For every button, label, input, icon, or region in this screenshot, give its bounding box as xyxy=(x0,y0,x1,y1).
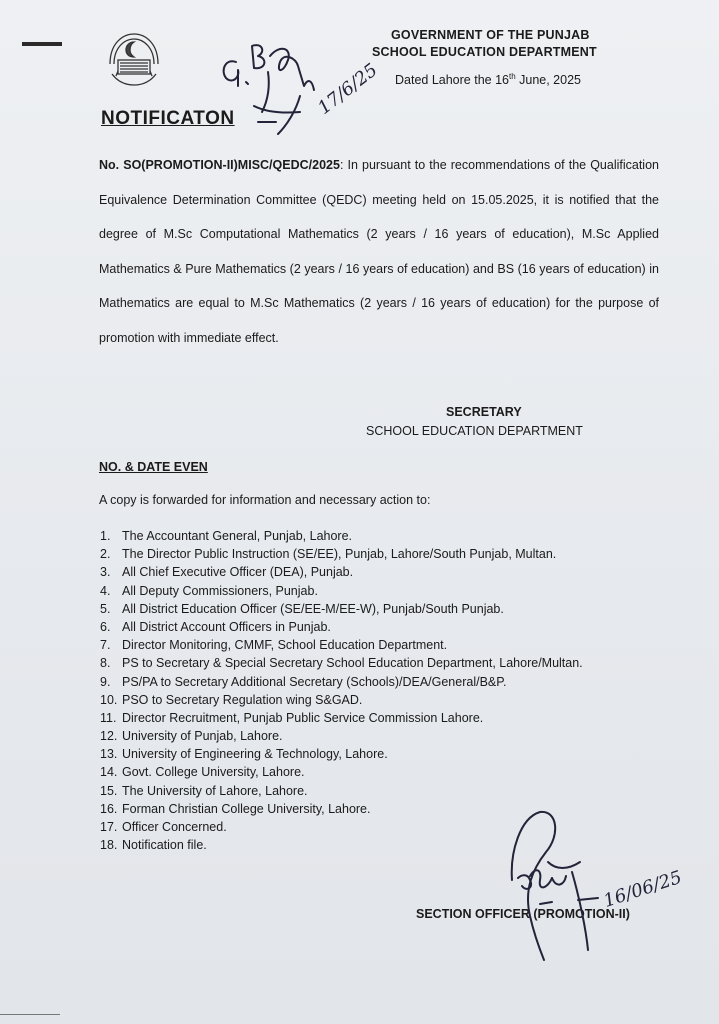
list-item: 16. Forman Christian College University, Lahore. xyxy=(100,801,371,816)
list-item: 1. The Accountant General, Punjab, Lahore. xyxy=(100,529,353,543)
reference-number: No. SO(PROMOTION-II)MISC/QEDC/2025 xyxy=(99,158,340,172)
handwritten-date-top xyxy=(314,60,382,119)
handwritten-date-bottom xyxy=(601,867,684,912)
svg-text:17/6/25: 17/6/25 xyxy=(314,59,382,119)
list-item: 5. All District Education Officer (SE/EE-M/EE-W), Punjab/South Punjab. xyxy=(100,601,504,616)
list-item: 12. University of Punjab, Lahore. xyxy=(100,729,283,744)
list-item: 9. PS/PA to Secretary Additional Secretary (Schools)/DEA/General/B&P. xyxy=(100,674,507,689)
list-item: 14. Govt. College University, Lahore. xyxy=(100,765,305,780)
notification-title: NOTIFICATON xyxy=(101,108,235,129)
punjab-emblem-icon xyxy=(104,30,164,88)
dated-line: Dated Lahore the 16th June, 2025 xyxy=(395,72,581,88)
list-item: 6. All District Account Officers in Punjab. xyxy=(100,619,331,634)
list-item: 13. University of Engineering & Technology, Lahore. xyxy=(100,747,388,762)
svg-text:16/06/25: 16/06/25 xyxy=(601,866,685,912)
distribution-list xyxy=(100,527,583,854)
department-heading: SCHOOL EDUCATION DEPARTMENT xyxy=(372,45,597,59)
edge-mark xyxy=(713,30,719,70)
government-heading: GOVERNMENT OF THE PUNJAB xyxy=(391,28,590,42)
list-item: 18. Notification file. xyxy=(100,838,207,853)
list-item: 2. The Director Public Instruction (SE/EE), Punjab, Lahore/South Punjab, Multan. xyxy=(100,547,557,562)
list-item: 7. Director Monitoring, CMMF, School Education Department. xyxy=(100,638,448,653)
even-heading: NO. & DATE EVEN xyxy=(99,460,208,474)
list-item: 10. PSO to Secretary Regulation wing S&GAD. xyxy=(100,692,363,707)
section-officer-title: SECTION OFFICER (PROMOTION-II) xyxy=(416,907,630,921)
secretary-department: SCHOOL EDUCATION DEPARTMENT xyxy=(366,424,583,438)
list-item: 8. PS to Secretary & Special Secretary School Education Department, Lahore/Multan. xyxy=(100,656,583,671)
list-item: 15. The University of Lahore, Lahore. xyxy=(100,783,308,798)
list-item: 11. Director Recruitment, Punjab Public Service Commission Lahore. xyxy=(100,710,484,725)
list-item: 3. All Chief Executive Officer (DEA), Punjab. xyxy=(100,565,354,580)
margin-dash xyxy=(22,42,62,46)
secretary-title: SECRETARY xyxy=(446,405,522,419)
list-item: 17. Officer Concerned. xyxy=(100,820,227,834)
bottom-edge-line xyxy=(0,1014,60,1015)
body-text: : In pursuant to the recommendations of the Qualification Equivalence Determination Committee (QEDC) meeting held on 15.05.2025, it is notified that the degree of M.Sc Computational Mathematics (2 years / 16 years of education), M.Sc Applied Mathematics & Pure Mathematics (2 years / 16 years of education) and BS (16 years of education) in Mathematics are equal to M.Sc Mathematics (2 years / 16 years of education) for the purpose of promotion with immediate effect. xyxy=(99,158,659,345)
copy-forwarded-text: A copy is forwarded for information and necessary action to: xyxy=(99,493,431,507)
notification-body xyxy=(99,148,659,355)
list-item: 4. All Deputy Commissioners, Punjab. xyxy=(100,583,318,598)
